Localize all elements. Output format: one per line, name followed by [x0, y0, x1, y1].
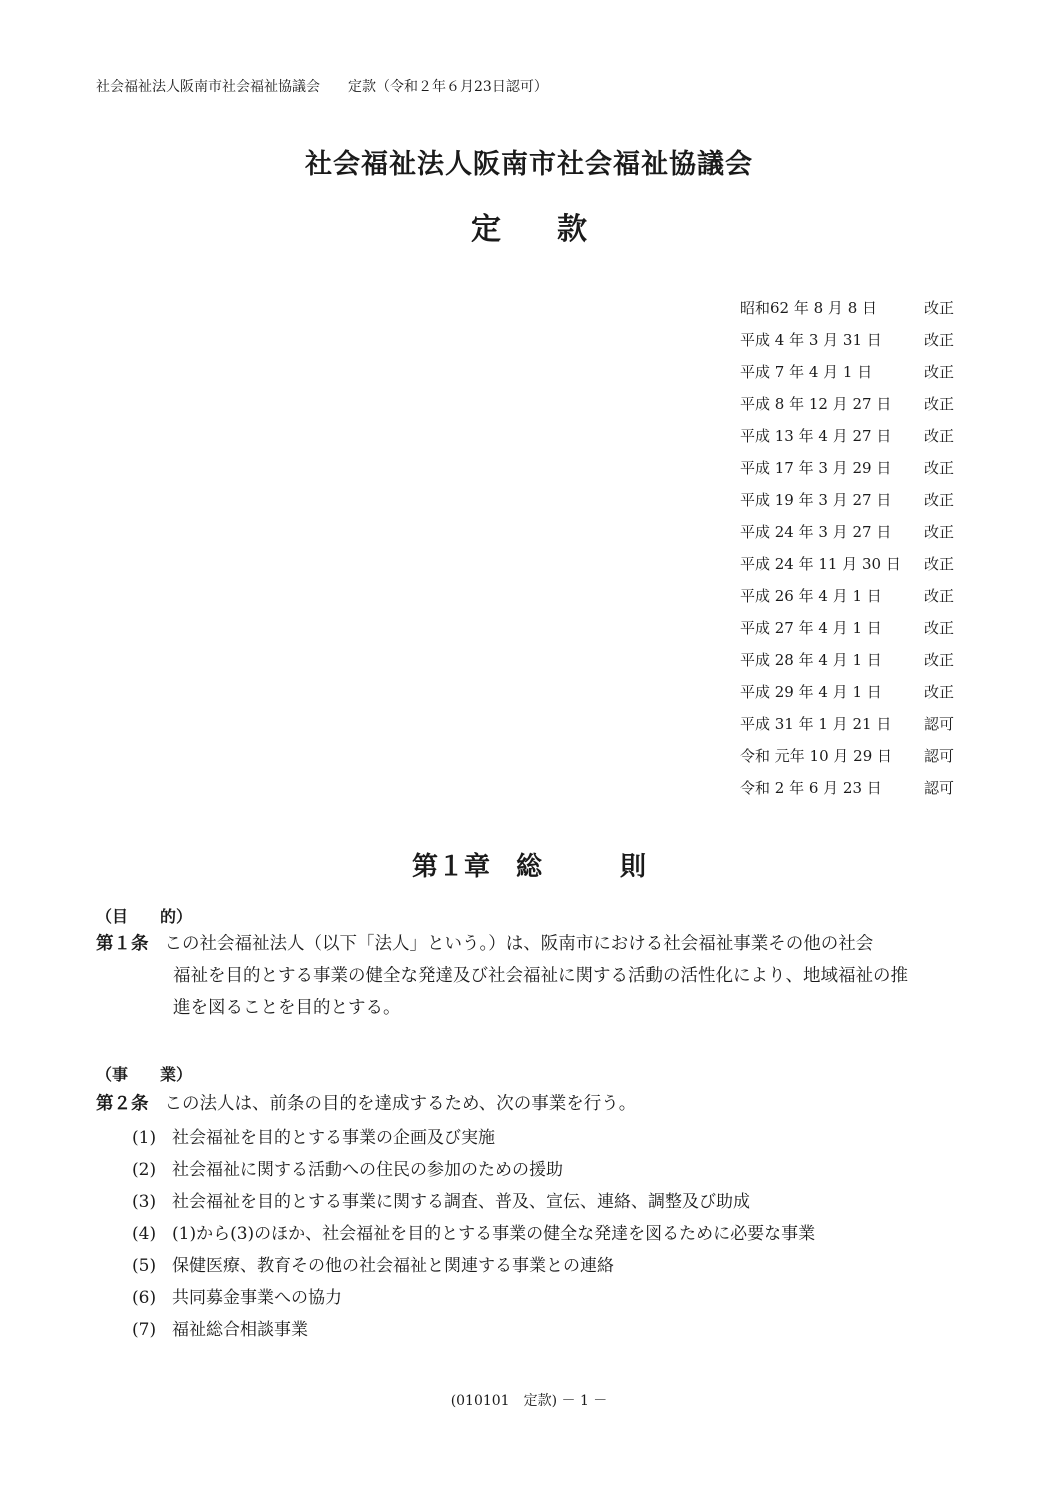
history-status: 改正	[924, 395, 955, 413]
item-number: (4)	[132, 1224, 157, 1244]
history-status: 認可	[924, 779, 955, 797]
list-item	[132, 1314, 815, 1346]
amendment-history	[740, 292, 970, 804]
history-status: 改正	[924, 331, 955, 349]
history-status: 改正	[924, 651, 955, 669]
history-date: 平成 31 年 1 月 21 日	[740, 715, 892, 733]
list-item	[132, 1154, 815, 1186]
history-row	[740, 548, 970, 580]
section-heading-purpose: （目 的）	[96, 907, 193, 926]
document-header: 社会福祉法人阪南市社会福祉協議会 定款（令和２年６月23日認可）	[96, 79, 548, 95]
history-date: 平成 27 年 4 月 1 日	[740, 619, 882, 637]
article-1	[96, 928, 968, 1024]
article-2	[96, 1088, 968, 1120]
article-line	[96, 1088, 968, 1120]
item-text: 共同募金事業への協力	[172, 1288, 342, 1308]
history-date: 平成 24 年 11 月 30 日	[740, 555, 901, 573]
article-line	[96, 928, 968, 960]
history-status: 改正	[924, 523, 955, 541]
article-line: 福祉を目的とする事業の健全な発達及び社会福祉に関する活動の活性化により、地域福祉の推	[173, 966, 908, 986]
history-date: 令和 元年 10 月 29 日	[740, 747, 893, 765]
list-item	[132, 1218, 815, 1250]
history-date: 平成 4 年 3 月 31 日	[740, 331, 882, 349]
history-status: 改正	[924, 427, 955, 445]
history-row	[740, 516, 970, 548]
history-row	[740, 708, 970, 740]
article-label: 第２条	[96, 1094, 149, 1114]
history-date: 平成 29 年 4 月 1 日	[740, 683, 882, 701]
history-status: 改正	[924, 363, 955, 381]
history-date: 平成 8 年 12 月 27 日	[740, 395, 892, 413]
history-row	[740, 388, 970, 420]
history-date: 平成 13 年 4 月 27 日	[740, 427, 892, 445]
business-list	[132, 1122, 815, 1346]
history-row	[740, 580, 970, 612]
list-item	[132, 1186, 815, 1218]
history-row	[740, 740, 970, 772]
history-date: 平成 24 年 3 月 27 日	[740, 523, 892, 541]
list-item	[132, 1250, 815, 1282]
history-row	[740, 484, 970, 516]
item-text: 福祉総合相談事業	[172, 1320, 308, 1340]
history-date: 平成 17 年 3 月 29 日	[740, 459, 892, 477]
history-row	[740, 356, 970, 388]
history-date: 平成 26 年 4 月 1 日	[740, 587, 882, 605]
history-date: 令和 2 年 6 月 23 日	[740, 779, 882, 797]
page-footer: (010101 定款) － 1 －	[450, 1393, 608, 1409]
item-number: (6)	[132, 1288, 157, 1308]
item-number: (2)	[132, 1160, 157, 1180]
history-row	[740, 292, 970, 324]
history-row	[740, 420, 970, 452]
history-row	[740, 452, 970, 484]
item-number: (3)	[132, 1192, 157, 1212]
history-row	[740, 644, 970, 676]
history-status: 改正	[924, 619, 955, 637]
history-status: 認可	[924, 747, 955, 765]
item-number: (5)	[132, 1256, 157, 1276]
history-row	[740, 612, 970, 644]
history-status: 改正	[924, 683, 955, 701]
item-text: 社会福祉を目的とする事業の企画及び実施	[172, 1128, 495, 1148]
history-row	[740, 772, 970, 804]
article-label: 第１条	[96, 934, 149, 954]
list-item	[132, 1282, 815, 1314]
item-number: (1)	[132, 1128, 157, 1148]
history-date: 平成 7 年 4 月 1 日	[740, 363, 873, 381]
history-status: 改正	[924, 587, 955, 605]
chapter-heading: 第１章 総 則	[411, 852, 646, 882]
item-number: (7)	[132, 1320, 157, 1340]
item-text: (1)から(3)のほか、社会福祉を目的とする事業の健全な発達を図るために必要な事業	[172, 1224, 816, 1244]
item-text: 社会福祉を目的とする事業に関する調査、普及、宣伝、連絡、調整及び助成	[172, 1192, 750, 1212]
history-status: 改正	[924, 299, 955, 317]
list-item	[132, 1122, 815, 1154]
item-text: 保健医療、教育その他の社会福祉と関連する事業との連絡	[172, 1256, 614, 1276]
history-status: 改正	[924, 491, 955, 509]
document-title: 社会福祉法人阪南市社会福祉協議会	[305, 149, 753, 180]
history-status: 改正	[924, 459, 955, 477]
history-date: 昭和62 年 8 月 8 日	[740, 299, 878, 317]
history-row	[740, 324, 970, 356]
history-status: 改正	[924, 555, 955, 573]
document-subtitle: 定款	[471, 212, 643, 247]
history-date: 平成 19 年 3 月 27 日	[740, 491, 892, 509]
history-status: 認可	[924, 715, 955, 733]
article-line: 進を図ることを目的とする。	[173, 998, 401, 1018]
history-row	[740, 676, 970, 708]
item-text: 社会福祉に関する活動への住民の参加のための援助	[172, 1160, 563, 1180]
section-heading-business: （事 業）	[96, 1065, 193, 1084]
history-date: 平成 28 年 4 月 1 日	[740, 651, 882, 669]
article-text: この社会福祉法人（以下「法人」という。）は、阪南市における社会福祉事業その他の社会	[164, 934, 874, 954]
article-text: この法人は、前条の目的を達成するため、次の事業を行う。	[164, 1094, 637, 1114]
